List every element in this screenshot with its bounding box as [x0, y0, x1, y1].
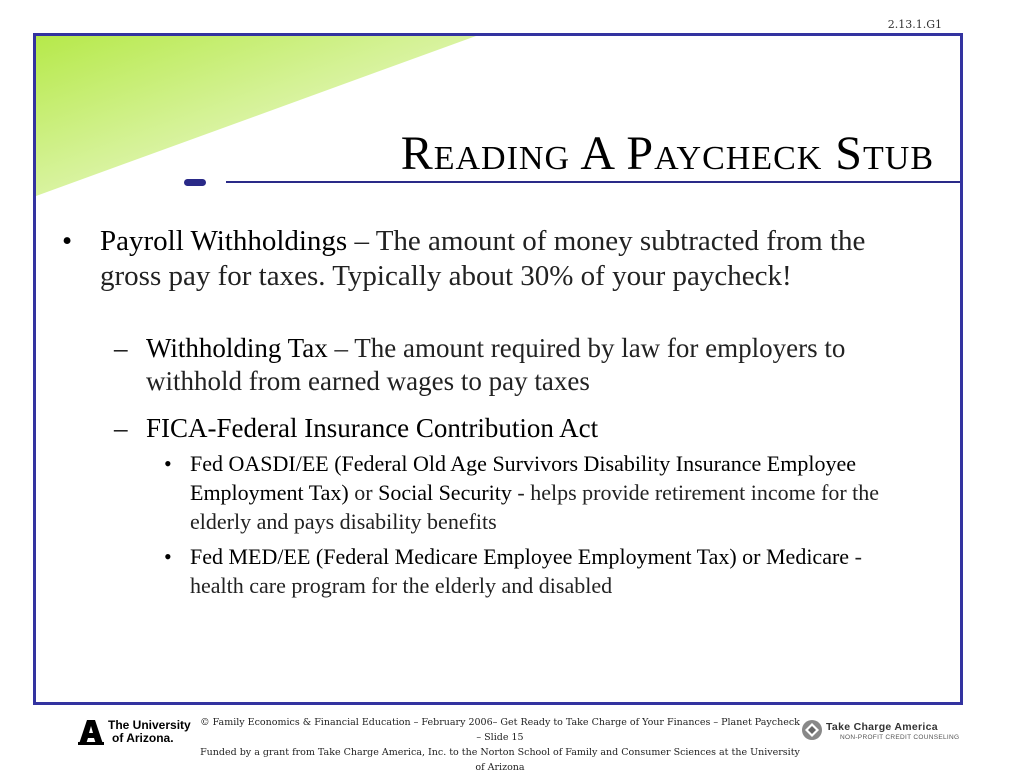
bullet-marker: •	[62, 225, 73, 257]
bullet-marker: •	[164, 451, 172, 476]
tca-star-icon	[800, 718, 824, 742]
bullet-withholding-tax	[62, 332, 922, 398]
desc-withholding-tax: – The amount required by law for employers to withhold from earned wages to pay taxes	[146, 333, 846, 396]
bullet-medicare	[62, 542, 910, 600]
desc-oasdi: - helps provide retirement income for the elderly and pays disability benefits	[190, 480, 880, 534]
ua-line2: of Arizona.	[112, 731, 174, 745]
footer-line2: Funded by a grant from Take Charge America, Inc. to the Norton School of Family and Consumer Sciences at the University of Arizona	[200, 747, 800, 773]
tca-name: Take Charge America	[826, 721, 938, 733]
bullet-fica	[62, 412, 922, 445]
dash-marker: –	[114, 413, 128, 443]
title-underline	[226, 181, 963, 183]
bullet-payroll-withholdings	[62, 224, 922, 294]
term-withholding-tax: Withholding Tax	[146, 333, 328, 363]
term-social-security: Social Security	[378, 480, 512, 505]
university-of-arizona-logo	[78, 718, 198, 748]
desc-medicare: - health care program for the elderly and disabled	[190, 544, 862, 598]
bullet-oasdi	[62, 449, 910, 536]
slide-content	[62, 224, 922, 606]
ua-line1: The University	[108, 718, 191, 732]
footer-line1: © Family Economics & Financial Education – February 2006– Get Ready to Take Charge of Your Finances – Planet Paycheck – Slide 15	[200, 717, 800, 743]
term-oasdi: Fed OASDI/EE (Federal Old Age Survivors Disability Insurance Employee Employment Tax)	[190, 451, 856, 505]
slide-footer	[0, 712, 1024, 773]
block-a-icon	[78, 718, 104, 746]
footer-credits	[200, 715, 800, 775]
term-fica: FICA-Federal Insurance Contribution Act	[146, 413, 599, 443]
term-payroll-withholdings: Payroll Withholdings	[100, 225, 348, 257]
title-underline-dot	[184, 179, 206, 186]
tca-subtitle: NON-PROFIT CREDIT COUNSELING	[840, 734, 960, 741]
desc-payroll-withholdings: – The amount of money subtracted from the gross pay for taxes. Typically about 30% of your paycheck!	[100, 225, 866, 292]
take-charge-america-logo	[800, 718, 960, 748]
slide-title: Reading A Paycheck Stub	[400, 127, 934, 180]
bullet-marker: •	[164, 544, 172, 569]
oasdi-or: or	[348, 480, 379, 505]
dash-marker: –	[114, 333, 128, 363]
slide-id: 2.13.1.G1	[887, 18, 942, 31]
term-medicare: Fed MED/EE (Federal Medicare Employee Employment Tax) or Medicare	[190, 544, 850, 569]
